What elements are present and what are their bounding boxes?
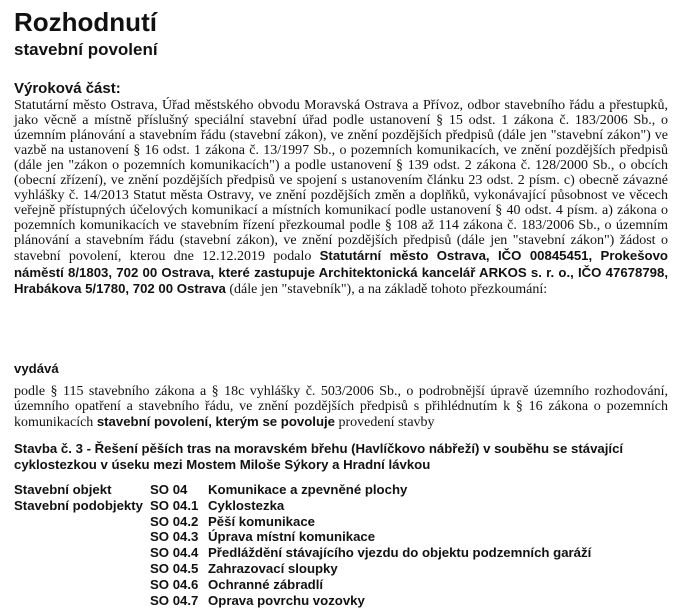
object-description: Oprava povrchu vozovky [208, 592, 365, 608]
operative-paragraph-text: Statutární město Ostrava, Úřad městského obvodu Moravská Ostrava a Přívoz, odbor stavebního řádu a přestupků, jako věcně a místně příslušný speciální stavební úřad podle ustanovení § 15 odst. 1 zákona č. 183/2006 Sb., o územním plánování a stavebním řádu (stavební zákon), ve znění pozdějších předpisů (dále jen "stavební zákon") ve vazbě na ustanovení § 16 odst. 1 zákona č. 13/1997 Sb., o pozemních komunikacích, ve znění pozdějších předpisů (dále jen "zákon o pozemních komunikacích") a podle ustanovení § 139 odst. 2 zákona č. 128/2000 Sb., o obcích (obecní zřízení), ve znění pozdějších předpisů ve spojení s ustanovením článku 23 odst. 2 písm. c) obecně závazné vyhlášky č. 14/2013 Statut města Ostravy, ve znění pozdějších změn a doplňků, vykonávající působnost ve věcech veřejně přístupných účelových komunikací a místních komunikací podle ustanovení § 40 odst. 4 písm. a) zákona o pozemních komunikacích ve stavebním řízení přezkoumal podle § 108 až 114 zákona č. 183/2006 Sb., o územním plánování a stavebním řádu (stavební zákon), ve znění pozdějších předpisů (dále jen "stavební zákon") žádost o stavební povolení, kterou dne 12.12.2019 podalo [14, 98, 668, 265]
document-subtitle: stavební povolení [14, 40, 158, 59]
object-code: SO 04 [150, 482, 188, 497]
object-label: Stavební objekt [14, 482, 112, 497]
object-code: SO 04.6 [150, 576, 199, 592]
object-description: Pěší komunikace [208, 513, 316, 529]
object-code: SO 04.5 [150, 560, 199, 576]
object-description: Předláždění stávajícího vjezdu do objektu podzemních garáží [208, 545, 592, 561]
document-title: Rozhodnutí [14, 7, 157, 37]
applicant-details: Statutární město Ostrava, IČO 00845451, Prokešovo náměstí 8/1803, 702 00 Ostrava, které zastupuje Architektonická kancelář ARKOS s. r. o., IČO 47678798, Hrabákova 5/1780, 702 00 Ostrava [14, 248, 668, 296]
operative-paragraph-ending: (dále jen "stavebník"), a na základě tohoto přezkoumání: [225, 281, 548, 297]
object-description: Úprava místní komunikace [208, 529, 376, 545]
section-heading: Výroková část: [14, 80, 121, 97]
object-code: SO 04.2 [150, 513, 199, 529]
operative-paragraph [14, 98, 668, 297]
decision-word: vydává [14, 361, 59, 376]
construction-title: Stavba č. 3 - Řešení pěších tras na moravském břehu (Havlíčkovo nábřeží) v souběhu se stávající cyklostezkou v úseku mezi Mostem Miloše Sýkory a Hradní lávkou [14, 441, 624, 472]
permit-paragraph [14, 384, 668, 430]
object-description: Komunikace a zpevněné plochy [208, 482, 408, 497]
object-label: Stavební podobjekty [14, 497, 143, 513]
object-code: SO 04.4 [150, 545, 199, 561]
permit-bold-text: stavební povolení, kterým se povoluje [96, 414, 335, 430]
object-description: Zahrazovací sloupky [208, 560, 338, 576]
object-code: SO 04.3 [150, 529, 199, 545]
object-code: SO 04.7 [150, 592, 199, 608]
object-description: Ochranné zábradlí [208, 576, 324, 592]
object-description: Cyklostezka [208, 497, 285, 513]
permit-paragraph-ending: provedení stavby [335, 415, 435, 431]
object-code: SO 04.1 [150, 497, 199, 513]
permit-paragraph-text: podle § 115 stavebního zákona a § 18c vyhlášky č. 503/2006 Sb., o podrobnější úpravě územního rozhodování, územního opatření a stavebního řádu, ve znění pozdějších předpisů s přihlédnutím k § 16 zákona o pozemních komunikacích [14, 384, 668, 431]
